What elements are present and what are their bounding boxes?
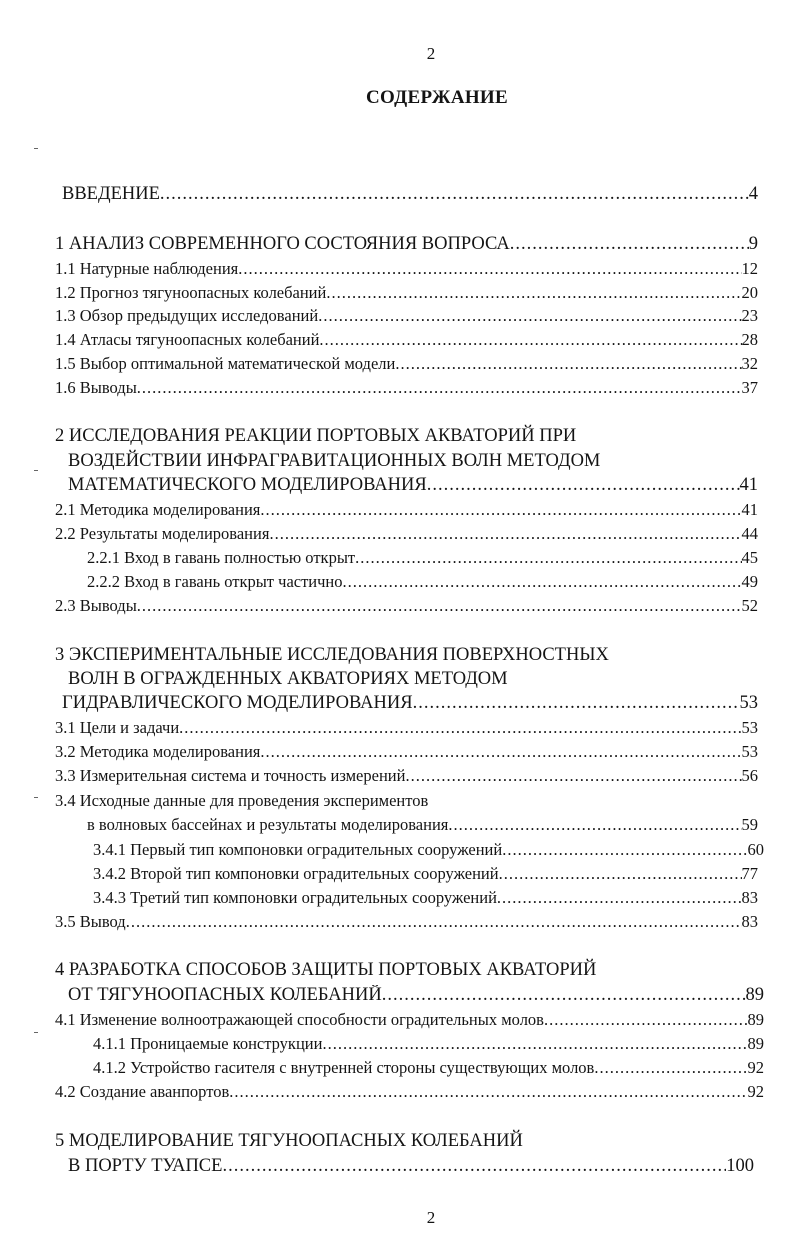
toc-entry-3-4-3[interactable]: 3.4.3 Третий тип компоновки оградительных сооружений ..... 83 [93, 888, 758, 908]
toc-entry-3-4-line1[interactable]: 3.4 Исходные данные для проведения экспериментов [55, 791, 429, 810]
toc-chapter-3-title-line2[interactable]: ВОЛН В ОГРАЖДЕННЫХ АКВАТОРИЯХ МЕТОДОМ [68, 669, 508, 689]
toc-entry-1-4[interactable]: 1.4 Атласы тягуноопасных колебаний ..... 28 [55, 330, 758, 350]
page-number-bottom: 2 [426, 1208, 436, 1227]
toc-entry-1-5[interactable]: 1.5 Выбор оптимальной математической модели ..... 32 [55, 354, 758, 374]
toc-chapter-3-title-line1[interactable]: 3 ЭКСПЕРИМЕНТАЛЬНЫЕ ИССЛЕДОВАНИЯ ПОВЕРХНОСТНЫХ [55, 645, 609, 665]
toc-entry-1-1[interactable]: 1.1 Натурные наблюдения ..... 12 [55, 259, 758, 279]
toc-entry-3-4-2[interactable]: 3.4.2 Второй тип компоновки оградительных сооружений ..... 77 [93, 864, 758, 884]
toc-entry-2-2-1[interactable]: 2.2.1 Вход в гавань полностью открыт ..... 45 [87, 548, 758, 568]
toc-entry-3-4-1[interactable]: 3.4.1 Первый тип компоновки оградительных сооружений ..... 60 [93, 840, 764, 860]
margin-mark [34, 1032, 38, 1033]
toc-chapter-2-title-line2[interactable]: ВОЗДЕЙСТВИИ ИНФРАГРАВИТАЦИОННЫХ ВОЛН МЕТОДОМ [68, 451, 601, 471]
toc-entry-2-3[interactable]: 2.3 Выводы ..... 52 [55, 596, 758, 616]
toc-entry-3-5[interactable]: 3.5 Вывод ..... 83 [55, 912, 758, 932]
margin-mark [34, 470, 38, 471]
toc-entry-1-2[interactable]: 1.2 Прогноз тягуноопасных колебаний ..... 20 [55, 283, 758, 303]
toc-chapter-5-title-line1[interactable]: 5 МОДЕЛИРОВАНИЕ ТЯГУНООПАСНЫХ КОЛЕБАНИЙ [55, 1131, 523, 1151]
toc-entry-3-1[interactable]: 3.1 Цели и задачи ..... 53 [55, 718, 758, 738]
toc-entry-1-6[interactable]: 1.6 Выводы ..... 37 [55, 378, 758, 398]
page-title: СОДЕРЖАНИЕ [366, 87, 508, 108]
toc-entry-intro[interactable]: ВВЕДЕНИЕ ..... 4 [62, 184, 758, 205]
toc-entry-4-1-2[interactable]: 4.1.2 Устройство гасителя с внутренней стороны существующих молов ..... 92 [93, 1058, 764, 1078]
toc-chapter-5[interactable]: В ПОРТУ ТУАПСЕ ..... 100 [68, 1156, 754, 1177]
toc-chapter-1[interactable]: 1 АНАЛИЗ СОВРЕМЕННОГО СОСТОЯНИЯ ВОПРОСА ..... 9 [55, 234, 758, 255]
toc-entry-1-3[interactable]: 1.3 Обзор предыдущих исследований ..... 23 [55, 306, 758, 326]
margin-mark [34, 148, 38, 149]
toc-entry-3-3[interactable]: 3.3 Измерительная система и точность измерений ..... 56 [55, 766, 758, 786]
toc-entry-3-4[interactable]: в волновых бассейнах и результаты моделирования ..... 59 [87, 815, 758, 835]
toc-entry-4-1[interactable]: 4.1 Изменение волноотражающей способности оградительных молов ..... 89 [55, 1010, 764, 1030]
margin-mark [34, 797, 38, 798]
toc-entry-2-2-2[interactable]: 2.2.2 Вход в гавань открыт частично ..... 49 [87, 572, 758, 592]
toc-entry-2-1[interactable]: 2.1 Методика моделирования ..... 41 [55, 500, 758, 520]
toc-entry-3-2[interactable]: 3.2 Методика моделирования ..... 53 [55, 742, 758, 762]
toc-entry-4-2[interactable]: 4.2 Создание аванпортов ..... 92 [55, 1082, 764, 1102]
toc-chapter-4[interactable]: ОТ ТЯГУНООПАСНЫХ КОЛЕБАНИЙ ..... 89 [68, 985, 764, 1006]
toc-entry-2-2[interactable]: 2.2 Результаты моделирования ..... 44 [55, 524, 758, 544]
page-number-top: 2 [426, 44, 436, 63]
toc-chapter-3[interactable]: ГИДРАВЛИЧЕСКОГО МОДЕЛИРОВАНИЯ ..... 53 [62, 693, 758, 714]
toc-chapter-2-title-line1[interactable]: 2 ИССЛЕДОВАНИЯ РЕАКЦИИ ПОРТОВЫХ АКВАТОРИЙ ПРИ [55, 426, 577, 446]
toc-chapter-2[interactable]: МАТЕМАТИЧЕСКОГО МОДЕЛИРОВАНИЯ ..... 41 [68, 475, 758, 496]
toc-entry-4-1-1[interactable]: 4.1.1 Проницаемые конструкции ..... 89 [93, 1034, 764, 1054]
toc-chapter-4-title-line1[interactable]: 4 РАЗРАБОТКА СПОСОБОВ ЗАЩИТЫ ПОРТОВЫХ АКВАТОРИЙ [55, 960, 597, 980]
